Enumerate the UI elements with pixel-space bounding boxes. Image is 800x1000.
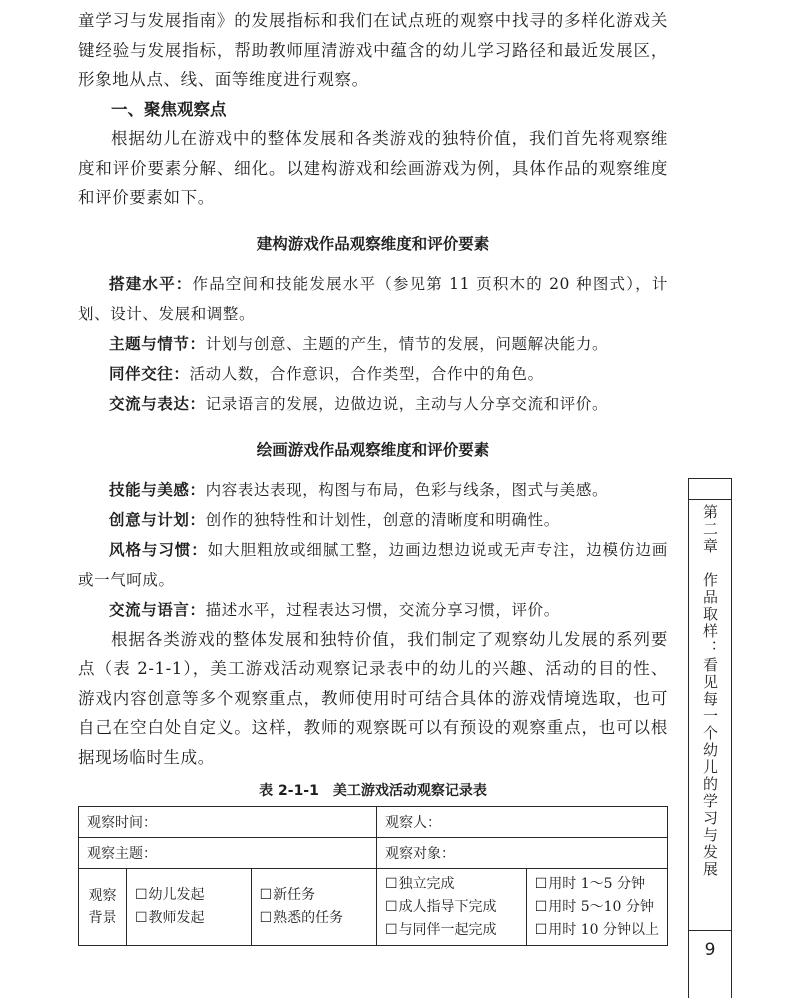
checkbox-icon: ☐ [134,887,148,903]
construction-item [78,359,668,389]
checkbox-icon: ☐ [259,887,273,903]
option-label: 用时 10 分钟以上 [548,921,659,938]
option-label: 成人指导下完成 [398,898,497,915]
option-label: 用时 1～5 分钟 [548,875,645,892]
item-desc: 活动人数，合作意识，合作类型，合作中的角色。 [189,364,544,383]
option-label: 用时 5～10 分钟 [548,898,654,915]
side-tab-divider [689,930,731,931]
observe-target-label: 观察对象： [385,846,455,862]
observe-time-cell[interactable] [79,807,377,838]
checkbox-icon: ☐ [534,921,548,938]
observe-topic-label: 观察主题： [87,846,157,862]
checkbox-option[interactable] [385,873,518,896]
observer-cell[interactable] [377,807,668,838]
checkbox-icon: ☐ [534,898,548,915]
checkbox-option[interactable] [385,919,518,942]
item-term: 风格与习惯： [109,540,208,559]
construction-list [78,269,668,419]
side-tab-bar [689,478,731,500]
checkbox-icon: ☐ [385,898,398,915]
painting-list [78,475,668,625]
intro-paragraph: 童学习与发展指南》的发展指标和我们在试点班的观察中找寻的多样化游戏关键经验与发展指标，帮助教师厘清游戏中蕴含的幼儿学习路径和最近发展区，形象地从点、线、面等维度进行观察。 [78,11,668,89]
checkbox-option[interactable] [135,907,243,930]
task-options [251,869,376,946]
item-term: 创意与计划： [109,510,206,529]
option-label: 独立完成 [398,875,455,892]
option-label: 幼儿发起 [148,887,205,903]
item-desc: 内容表达表现，构图与布局，色彩与线条，图式与美感。 [205,480,609,499]
painting-title: 绘画游戏作品观察维度和评价要素 [256,440,490,459]
table-caption: 表 2-1-1 美工游戏活动观察记录表 [259,783,487,799]
item-term: 交流与语言： [109,600,206,619]
page-number: 9 [704,940,716,960]
time-options [526,869,667,946]
observer-label: 观察人： [385,815,441,831]
completion-options [377,869,527,946]
background-label: 观察背景 [79,869,127,946]
section-paragraph: 根据幼儿在游戏中的整体发展和各类游戏的独特价值，我们首先将观察维度和评价要素分解、细化。以建构游戏和绘画游戏为例，具体作品的观察维度和评价要素如下。 [78,129,668,207]
option-label: 熟悉的任务 [273,910,344,926]
option-label: 新任务 [273,887,316,903]
item-desc: 如大胆粗放或细腻工整，边画边想边说或无声专注，边模仿边画或一气呵成。 [78,540,668,589]
checkbox-option[interactable] [260,884,368,907]
item-term: 技能与美感： [109,480,206,499]
table-row [79,807,668,838]
item-term: 交流与表达： [109,394,206,413]
checkbox-icon: ☐ [259,910,273,926]
checkbox-option[interactable] [260,907,368,930]
construction-item [78,389,668,419]
observe-target-cell[interactable] [377,838,668,869]
observe-topic-cell[interactable] [79,838,377,869]
table-row [79,838,668,869]
checkbox-option[interactable] [385,896,518,919]
painting-item [78,535,668,595]
painting-item [78,505,668,535]
item-term: 主题与情节： [109,334,206,353]
item-term: 同伴交往： [109,364,190,383]
item-term: 搭建水平： [109,274,193,293]
item-desc: 记录语言的发展，边做边说，主动与人分享交流和评价。 [205,394,609,413]
checkbox-icon: ☐ [534,875,548,892]
checkbox-icon: ☐ [385,875,398,892]
option-label: 教师发起 [148,910,205,926]
chapter-side-tab [688,478,732,998]
observation-record-table [78,806,668,946]
item-desc: 作品空间和技能发展水平（参见第 11 页积木的 20 种图式），计划、设计、发展和调整。 [78,274,668,323]
construction-item [78,329,668,359]
checkbox-option[interactable] [535,896,659,919]
table-row [79,869,668,946]
painting-item [78,595,668,625]
checkbox-option[interactable] [535,919,659,942]
checkbox-icon: ☐ [134,910,148,926]
construction-item [78,269,668,329]
option-label: 与同伴一起完成 [398,921,497,938]
construction-title: 建构游戏作品观察维度和评价要素 [256,234,490,253]
item-desc: 计划与创意、主题的产生，情节的发展，问题解决能力。 [205,334,609,353]
page-content [78,6,668,946]
painting-item [78,475,668,505]
item-desc: 描述水平，过程表达习惯，交流分享习惯，评价。 [205,600,560,619]
checkbox-icon: ☐ [385,921,398,938]
checkbox-option[interactable] [135,884,243,907]
item-desc: 创作的独特性和计划性，创意的清晰度和明确性。 [205,510,560,529]
closing-paragraph: 根据各类游戏的整体发展和独特价值，我们制定了观察幼儿发展的系列要点（表 2-1-1），美工游戏活动观察记录表中的幼儿的兴趣、活动的目的性、游戏内容创意等多个观察重点，教师使用时可结合具体的游戏情境选取，也可自己在空白处自定义。这样，教师的观察既可以有预设的观察重点，也可以根据现场临时生成。 [78,629,668,767]
chapter-title-vertical: 第二章 作品取样：看见每一个幼儿的学习与发展 [701,504,719,878]
section-heading: 一、聚焦观察点 [111,99,227,119]
checkbox-option[interactable] [535,873,659,896]
observe-time-label: 观察时间： [87,815,157,831]
initiator-options [126,869,251,946]
